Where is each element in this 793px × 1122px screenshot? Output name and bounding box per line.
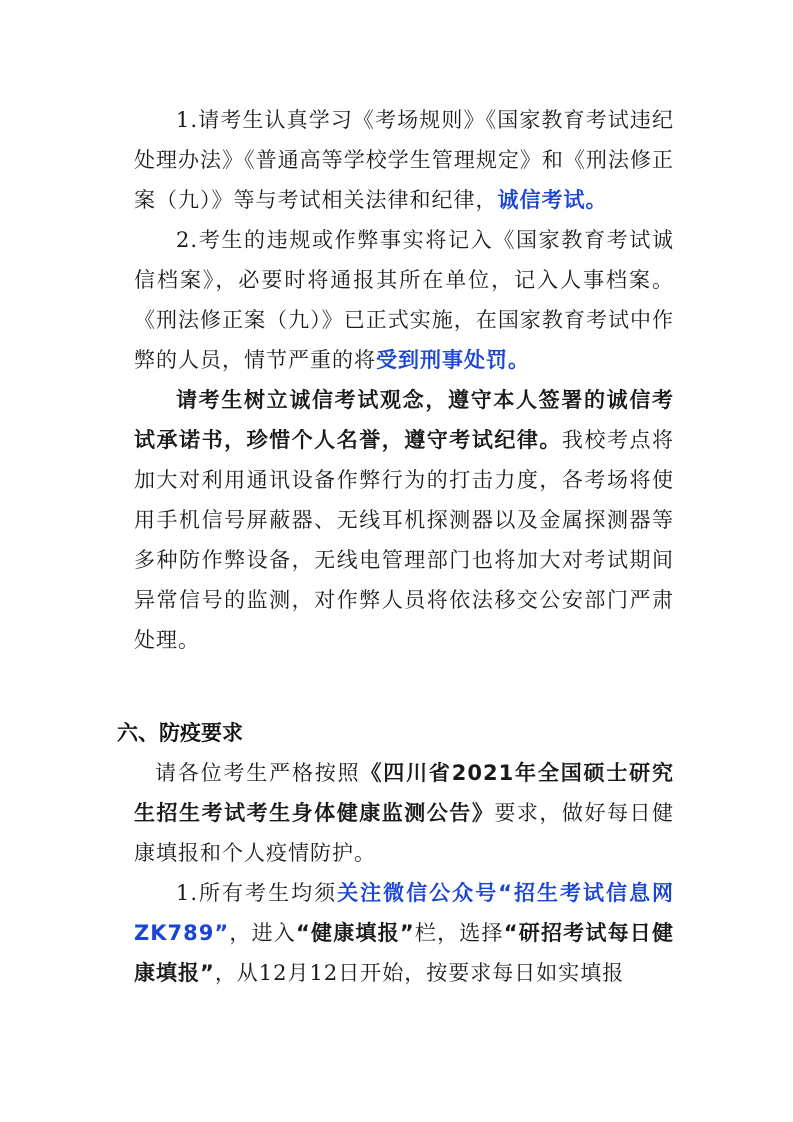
daily-report-option: “研招考试每日健康填报”	[134, 921, 675, 985]
health-report-prefix: 1.所有考生均须	[176, 881, 338, 905]
section-heading-epidemic: 六、防疫要求	[117, 721, 243, 745]
integrity-bold-text: 请考生树立诚信考试观念，遵守本人签署的诚信考试承诺书，珍惜个人名誉，遵守考试纪律。	[134, 388, 674, 452]
epidemic-intro-start: 请各位考生严格按照	[155, 761, 361, 785]
anti-cheating-text: 我校考点将加大对利用通讯设备作弊行为的打击力度，各考场将使用手机信号屏蔽器、无线耳机探测器以及金属探测器等多种防作弊设备，无线电管理部门也将加大对考试期间异常信号的监测，对作弊人员将依法移交公安部门严肃处理。	[134, 428, 675, 652]
epidemic-intro-end: 要求，做好每日健康填报和个人疫情防护。	[134, 801, 675, 865]
wechat-account-highlight: 关注微信公众号“招生考试信息网ZK789”	[134, 881, 674, 945]
criminal-penalty-highlight: 受到刑事处罚。	[376, 348, 530, 372]
paragraph-violation-record	[134, 220, 674, 380]
violation-record-text: 2.考生的违规或作弊事实将记入《国家教育考试诚信档案》，必要时将通报其所在单位，记入人事档案。《刑法修正案（九）》已正式实施，在国家教育考试中作弊的人员，情节严重的将	[134, 228, 674, 372]
paragraph-epidemic-intro	[134, 753, 674, 873]
rule-study-text: 1.请考生认真学习《考场规则》《国家教育考试违纪处理办法》《普通高等学校学生管理规定》和《刑法修正案（九）》等与考试相关法律和纪律，	[134, 108, 674, 212]
health-report-column: “健康填报”	[296, 921, 415, 945]
paragraph-integrity-notice	[134, 380, 674, 660]
health-notice-title: 《四川省2021年全国硕士研究生招生考试考生身体健康监测公告》	[134, 761, 675, 825]
paragraph-health-report	[134, 873, 674, 993]
health-report-mid1: ，进入	[229, 921, 296, 945]
health-report-end: ，从12月12日开始，按要求每日如实填报	[214, 961, 625, 985]
honest-exam-highlight: 诚信考试。	[497, 188, 608, 212]
health-report-mid2: 栏，选择	[414, 921, 504, 945]
paragraph-rule-study	[134, 100, 674, 220]
